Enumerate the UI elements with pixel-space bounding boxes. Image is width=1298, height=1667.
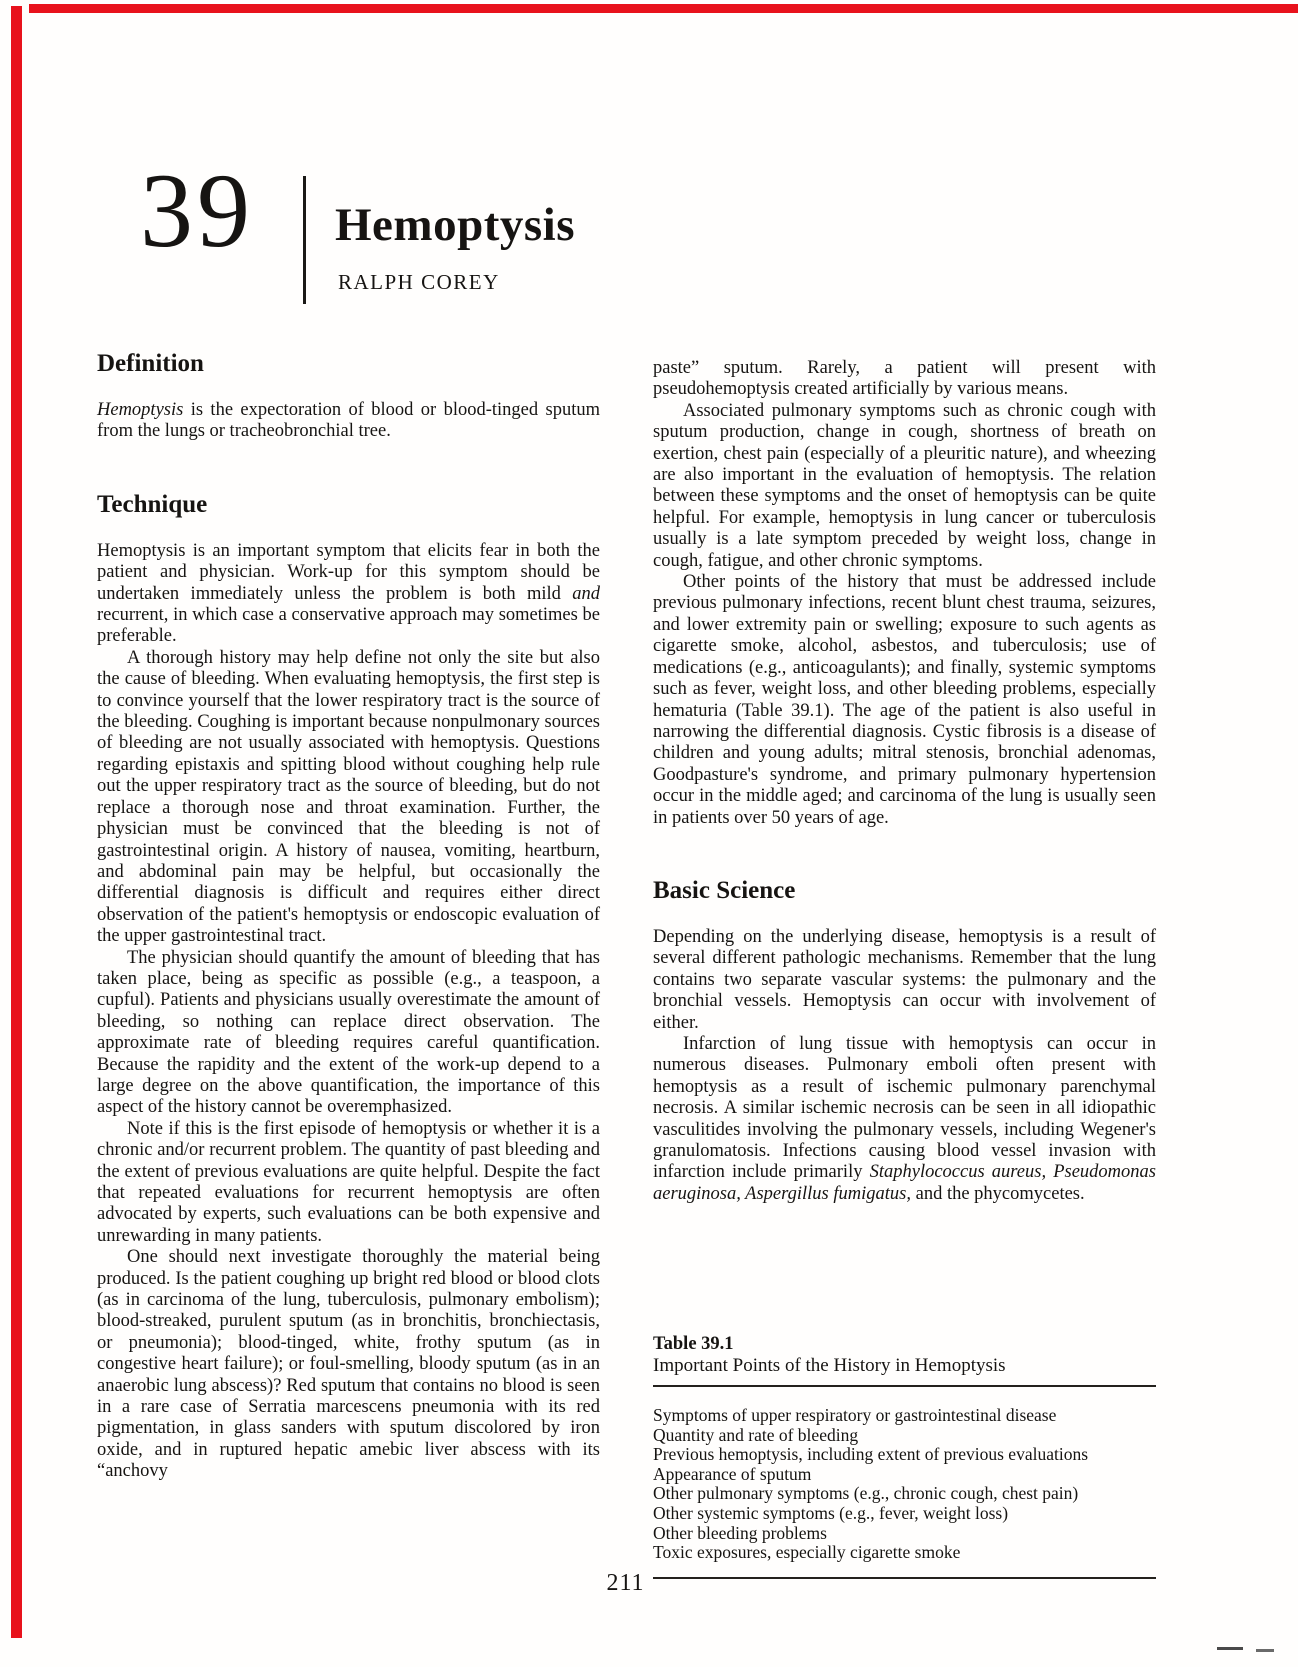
scan-artifact-dash — [1256, 1649, 1274, 1652]
section-heading-technique: Technique — [97, 490, 208, 518]
paragraph: The physician should quantify the amount of bleeding that has taken place, being as specific as possible (e.g., a teaspoon, a cupful). Patients and physicians usually overestimate the amount of bleeding, so nothing can replace direct observation. The approximate rate of bleeding requires careful quantification. Because the rapidity and the extent of the work-up depend to a large degree on the above quantification, the importance of this aspect of the history cannot be overemphasized. — [97, 947, 600, 1118]
technique-body — [97, 541, 600, 1483]
table-row: Appearance of sputum — [653, 1463, 812, 1484]
paragraph: Infarction of lung tissue with hemoptysis can occur in numerous diseases. Pulmonary emboli often present with hemoptysis as a result of ischemic pulmonary parenchymal necrosis. A similar ischemic necrosis can be seen in all idiopathic vasculitides involving the pulmonary vessels, including Wegener's granulomatosis. Infections causing blood vessel invasion with infarction include primarily Staphylococcus aureus, Pseudomonas aeruginosa, Aspergillus fumigatus, and the phycomycetes. — [653, 1033, 1156, 1204]
table-row: Symptoms of upper respiratory or gastrointestinal disease — [653, 1405, 1057, 1425]
section-technique — [97, 491, 600, 1483]
table-39-1 — [653, 1333, 1156, 1579]
continuation-body — [653, 358, 1156, 829]
page-number: 211 — [606, 1570, 645, 1596]
basic-science-body — [653, 927, 1156, 1205]
table-row: Other systemic symptoms (e.g., fever, weight loss) — [653, 1502, 1009, 1523]
table-row: Previous hemoptysis, including extent of previous evaluations — [653, 1444, 1089, 1465]
paragraph: A thorough history may help define not only the site but also the cause of bleeding. When evaluating hemoptysis, the first step is to convince yourself that the lower respiratory tract is the source of the bleeding. Coughing is important because nonpulmonary sources of bleeding are not usually associated with hemoptysis. Questions regarding epistaxis and spitting blood without coughing help rule out the upper respiratory tract as the source of bleeding, but do not replace a thorough nose and throat examination. Further, the physician must be convinced that the bleeding is not of gastrointestinal origin. A history of nausea, vomiting, heartburn, and abdominal pain may be helpful, but occasionally the differential diagnosis is difficult and requires either direct observation of the patient's hemoptysis or endoscopic evaluation of the upper gastrointestinal tract. — [97, 647, 600, 947]
paragraph: Note if this is the first episode of hemoptysis or whether it is a chronic and/or recurrent problem. The quantity of past bleeding and the extent of previous evaluations are quite helpful. Despite the fact that repeated evaluations for recurrent hemoptysis are often advocated by experts, such evaluations can be both expensive and unrewarding in many patients. — [97, 1118, 600, 1246]
section-heading-definition: Definition — [97, 350, 204, 377]
section-heading-basic-science: Basic Science — [653, 876, 796, 904]
chapter-number: 39 — [140, 152, 254, 269]
paragraph: Associated pulmonary symptoms such as chronic cough with sputum production, change in cough, shortness of breath on exertion, chest pain (especially of a pleuritic nature), and wheezing are also important in the evaluation of hemoptysis. The relation between these symptoms and the onset of hemoptysis can be quite helpful. For example, hemoptysis in lung cancer or tuberculosis usually is a late symptom preceded by weight loss, change in cough, fatigue, and other chronic symptoms. — [653, 400, 1156, 571]
right-column — [653, 358, 1156, 1598]
red-edge-mark-top — [29, 4, 1298, 13]
left-column — [97, 350, 600, 1483]
red-edge-mark-left — [11, 6, 22, 1638]
chapter-author: RALPH COREY — [338, 270, 500, 294]
table-caption: Important Points of the History in Hemoptysis — [653, 1355, 1006, 1376]
table-row: Quantity and rate of bleeding — [653, 1424, 859, 1445]
table-row: Toxic exposures, especially cigarette smoke — [653, 1542, 961, 1563]
table-rows — [653, 1387, 1156, 1563]
definition-body — [97, 400, 600, 443]
page-title: Hemoptysis — [335, 199, 575, 251]
section-definition — [97, 350, 600, 443]
paragraph: Hemoptysis is an important symptom that elicits fear in both the patient and physician. Work-up for this symptom should be undertaken immediately unless the problem is both mild and recurrent, in which case a conservative approach may sometimes be preferable. — [97, 540, 600, 647]
right-column-continuation — [653, 358, 1156, 829]
table-row: Other pulmonary symptoms (e.g., chronic cough, chest pain) — [653, 1483, 1079, 1504]
table-label: Table 39.1 — [653, 1334, 734, 1354]
paragraph: paste” sputum. Rarely, a patient will present with pseudohemoptysis created artificially by various means. — [653, 358, 1156, 400]
table-row: Other bleeding problems — [653, 1522, 827, 1543]
chapter-divider-rule — [303, 176, 306, 304]
paragraph: Hemoptysis is the expectoration of blood or blood-tinged sputum from the lungs or tracheobronchial tree. — [97, 400, 600, 442]
section-basic-science — [653, 877, 1156, 1205]
paragraph: Depending on the underlying disease, hemoptysis is a result of several different pathologic mechanisms. Remember that the lung contains two separate vascular systems: the pulmonary and the bronchial vessels. Hemoptysis can occur with involvement of either. — [653, 926, 1156, 1033]
paragraph: Other points of the history that must be addressed include previous pulmonary infections, recent blunt chest trauma, seizures, and lower extremity pain or swelling; exposure to such agents as cigarette smoke, alcohol, asbestos, and tuberculosis; use of medications (e.g., anticoagulants); and finally, systemic symptoms such as fever, weight loss, and other bleeding problems, especially hematuria (Table 39.1). The age of the patient is also useful in narrowing the differential diagnosis. Cystic fibrosis is a disease of children and young adults; mitral stenosis, bronchial adenomas, Goodpasture's syndrome, and primary pulmonary hypertension occur in the middle aged; and carcinoma of the lung is usually seen in patients over 50 years of age. — [653, 572, 1156, 828]
paragraph: One should next investigate thoroughly the material being produced. Is the patient coughing up bright red blood or blood clots (as in carcinoma of the lung, tuberculosis, pulmonary embolism); blood-streaked, purulent sputum (as in bronchitis, bronchiectasis, or pneumonia); blood-tinged, white, frothy sputum (as in congestive heart failure); or foul-smelling, bloody sputum (as in an anaerobic lung abscess)? Red sputum that contains no blood is seen in a rare case of Serratia marcescens pneumonia with its red pigmentation, in glass sanders with sputum discolored by iron oxide, and in ruptured hepatic amebic liver abscess with its “anchovy — [97, 1247, 600, 1482]
scan-artifact-dash — [1217, 1647, 1243, 1650]
